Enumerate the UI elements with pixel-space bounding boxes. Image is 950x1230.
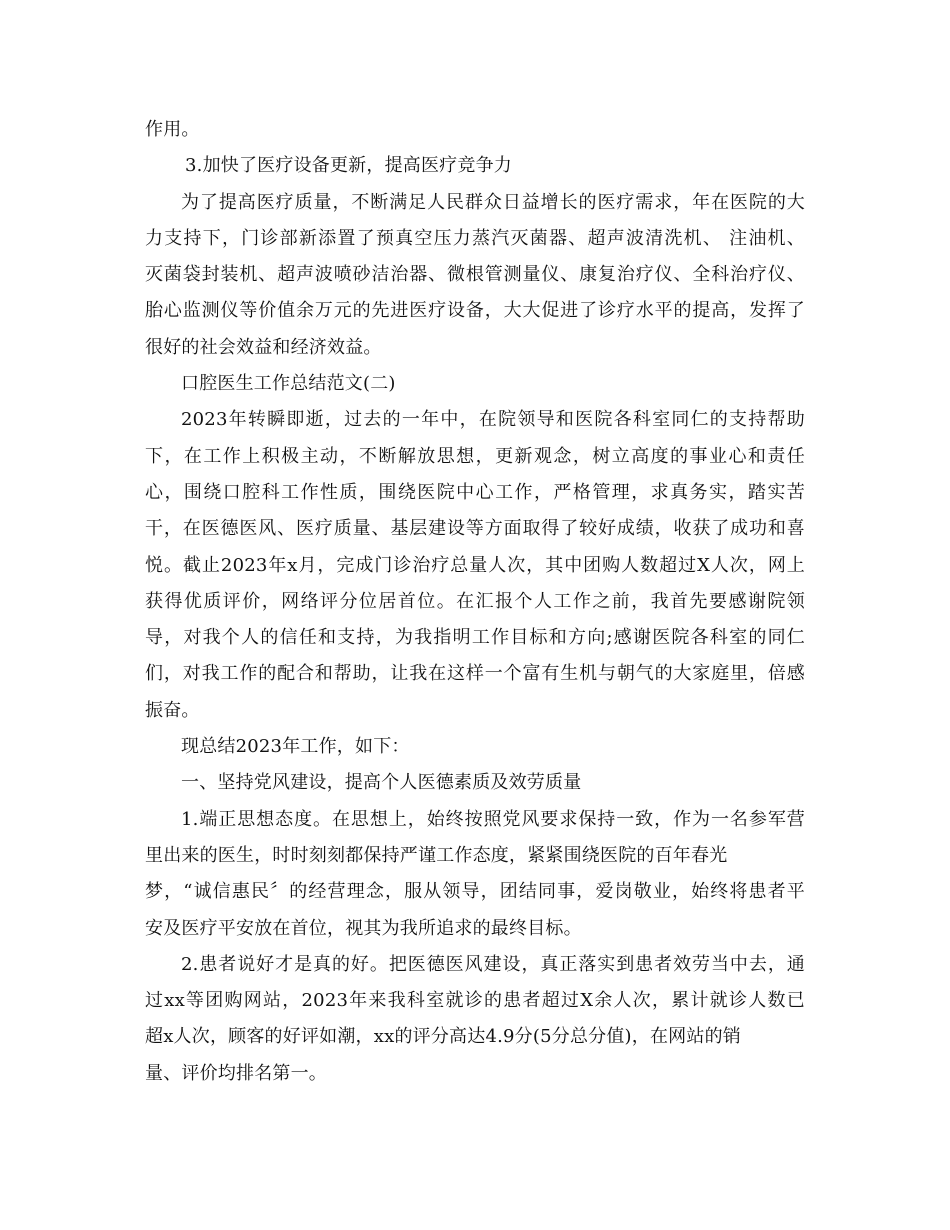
- paragraph-line-23: 安及医疗平安放在首位，视其为我所追求的最终目标。: [145, 917, 582, 939]
- paragraph-line-20: 1.端正思想态度。在思想上，始终按照党风要求保持一致，作为一名参军营: [181, 808, 805, 830]
- section-heading-3: 3.加快了医疗设备更新，提高医疗竞争力: [185, 155, 512, 177]
- paragraph-line-11: 心，围绕口腔科工作性质，围绕医院中心工作，严格管理，求真务实，踏实苦: [145, 481, 805, 503]
- paragraph-line-26: 超x人次，顾客的好评如潮，xx的评分高达4.9分(5分总分值)，在网站的销: [145, 1026, 741, 1048]
- paragraph-line-12: 干，在医德医风、医疗质量、基层建设等方面取得了较好成绩，收获了成功和喜: [145, 518, 805, 540]
- paragraph-line-1: 作用。: [145, 119, 200, 140]
- paragraph-line-22: 梦，“诚信惠民〞的经营理念，服从领导，团结同事，爱岗敬业，始终将患者平: [145, 881, 805, 903]
- paragraph-line-4: 力支持下，门诊部新添置了预真空压力蒸汽灭菌器、超声波清洗机、 注油机、: [145, 227, 805, 249]
- paragraph-line-24: 2.患者说好才是真的好。把医德医风建设，真正落实到患者效劳当中去，通: [181, 953, 805, 975]
- paragraph-line-3: 为了提高医疗质量，不断满足人民群众日益增长的医疗需求，年在医院的大: [181, 191, 805, 213]
- section-heading-1: 一、坚持党风建设，提高个人医德素质及效劳质量: [181, 772, 582, 794]
- paragraph-line-13: 悦。截止2023年x月，完成门诊治疗总量人次，其中团购人数超过X人次，网上: [145, 554, 805, 576]
- paragraph-line-9: 2023年转瞬即逝，过去的一年中，在院领导和医院各科室同仁的支持帮助: [181, 409, 805, 431]
- paragraph-line-15: 导，对我个人的信任和支持，为我指明工作目标和方向;感谢医院各科室的同仁: [145, 627, 805, 649]
- paragraph-line-27: 量、评价均排名第一。: [145, 1062, 327, 1084]
- document-body: [145, 112, 805, 1092]
- paragraph-line-25: 过xx等团购网站，2023年来我科室就诊的患者超过X余人次，累计就诊人数已: [145, 990, 805, 1012]
- paragraph-line-21: 里出来的医生，时时刻刻都保持严谨工作态度，紧紧围绕医院的百年春光: [145, 844, 728, 866]
- paragraph-line-17: 振奋。: [145, 699, 200, 721]
- paragraph-line-5: 灭菌袋封装机、超声波喷砂洁治器、微根管测量仪、康复治疗仪、全科治疗仪、: [145, 264, 805, 286]
- document-title-2: 口腔医生工作总结范文(二): [181, 373, 396, 395]
- paragraph-line-14: 获得优质评价，网络评分位居首位。在汇报个人工作之前，我首先要感谢院领: [145, 590, 805, 612]
- paragraph-line-7: 很好的社会效益和经济效益。: [145, 336, 382, 358]
- paragraph-line-10: 下，在工作上积极主动，不断解放思想，更新观念，树立高度的事业心和责任: [145, 445, 805, 467]
- paragraph-line-16: 们，对我工作的配合和帮助，让我在这样一个富有生机与朝气的大家庭里，倍感: [145, 663, 805, 685]
- paragraph-line-6: 胎心监测仪等价值余万元的先进医疗设备，大大促进了诊疗水平的提高，发挥了: [145, 300, 805, 322]
- summary-intro: 现总结2023年工作，如下：: [181, 736, 410, 758]
